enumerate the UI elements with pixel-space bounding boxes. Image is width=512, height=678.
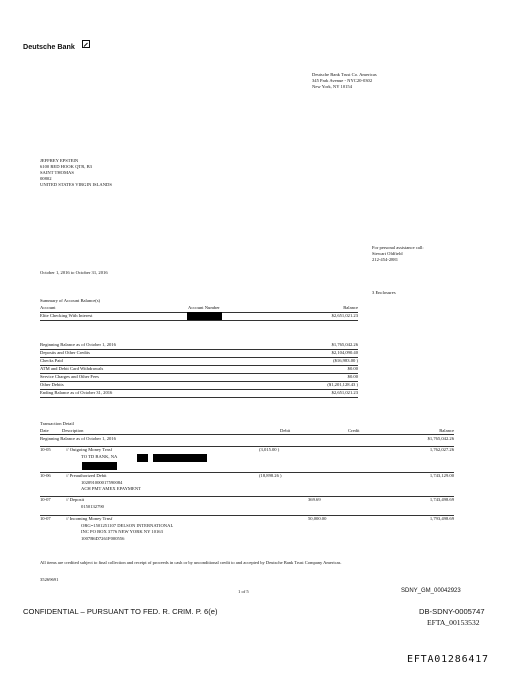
transaction-date: 10-07 — [40, 516, 51, 521]
transaction-debit: (18,898.26 ) — [259, 473, 282, 478]
summary-rule-bottom — [40, 320, 358, 321]
sdny-stamp: SDNY_GM_00042923 — [401, 588, 461, 594]
balance-value: $0.00 — [347, 366, 358, 371]
balance-value: $2,651,021.23 — [331, 390, 358, 395]
transaction-description: 102091000017590084 — [81, 479, 123, 485]
transaction-balance: 1,762,027.26 — [429, 447, 454, 452]
redaction-box — [137, 454, 148, 462]
balance-value: ($16,983.00 ) — [333, 358, 358, 363]
page-number: 1 of 5 — [238, 589, 249, 594]
bank-logo-icon — [82, 40, 90, 48]
redaction-box — [153, 454, 207, 462]
balance-rule — [40, 373, 358, 374]
transaction-row — [40, 473, 454, 491]
transaction-rule — [40, 496, 454, 497]
balance-label: ATM and Debit Card Withdrawals — [40, 366, 104, 371]
balance-row — [40, 374, 358, 380]
balance-rule — [40, 381, 358, 382]
transaction-debit: (3,015.00 ) — [259, 447, 280, 452]
balance-row — [40, 390, 358, 396]
transaction-description: ACH PMT AMEX EPAYMENT — [81, 486, 141, 491]
transaction-credit: 369.69 — [308, 497, 321, 502]
summary-account-row: Elite Checking With Interest $2,651,021.23 — [40, 313, 358, 318]
transaction-credit: 50,000.00 — [308, 516, 327, 521]
transaction-description: ORG=1501251107 DELSON INTERNATIONAL — [81, 522, 174, 528]
balance-rule — [40, 357, 358, 358]
confidential-notice: CONFIDENTIAL – PURSUANT TO FED. R. CRIM. P. 6(e) — [23, 607, 218, 616]
balance-row — [40, 366, 358, 372]
transaction-description: // Outgoing Money Trnsf — [66, 447, 113, 452]
balance-label: Checks Paid — [40, 358, 63, 363]
balance-row — [40, 350, 358, 356]
transaction-description: // Incoming Money Trnsf — [66, 516, 113, 521]
transactions-rule — [40, 434, 454, 435]
transactions-header: Date Description Debit Credit Balance — [40, 428, 454, 433]
transaction-balance: 1,793,498.69 — [429, 516, 454, 521]
transaction-description: TO TD BANK, NA — [81, 453, 118, 459]
transaction-date: 10-05 — [40, 447, 51, 452]
transaction-description: 0150132790 — [81, 503, 104, 509]
balance-value: $2,104,090.40 — [331, 350, 358, 355]
summary-title: Summary of Account Balance(s) — [40, 298, 101, 303]
transaction-description: // Preauthorized Debit — [66, 473, 107, 478]
balance-rule — [40, 349, 358, 350]
enclosures: 3 Enclosures — [372, 290, 396, 295]
transaction-row — [40, 516, 454, 540]
transaction-rule — [40, 515, 454, 516]
redaction-box — [82, 462, 117, 470]
assistance-contact: For personal assistance call: Stewart Oldfield 212-454-2881 — [372, 245, 424, 262]
balance-label: Deposits and Other Credits — [40, 350, 90, 355]
transaction-description: // Deposit — [66, 497, 84, 502]
transaction-rule — [40, 472, 454, 473]
transaction-balance: 1,743,129.00 — [429, 473, 454, 478]
transaction-rule — [40, 446, 454, 447]
balance-rule — [40, 365, 358, 366]
balance-value: ($1,201,128.43 ) — [327, 382, 358, 387]
balance-row — [40, 382, 358, 388]
balance-rule — [40, 389, 358, 390]
transactions-beginning-row: Beginning Balance as of October 1, 2016 $1,765,042.26 — [40, 436, 454, 441]
efta-page-stamp: EFTA01286417 — [407, 654, 489, 665]
transaction-balance: 1,743,498.69 — [429, 497, 454, 502]
balance-label: Other Debits — [40, 382, 64, 387]
bank-logo-text: Deutsche Bank — [23, 42, 75, 51]
balance-row — [40, 358, 358, 364]
transaction-row — [40, 497, 454, 509]
efta-number: EFTA_00153532 — [427, 618, 480, 627]
bank-address: Deutsche Bank Trust Co. Americas 345 Park Avenue - NYC20-0302 New York, NY 10154 — [312, 72, 377, 89]
balance-label: Ending Balance as of October 31, 2016 — [40, 390, 113, 395]
transaction-date: 10-07 — [40, 497, 51, 502]
balance-label: Beginning Balance as of October 1, 2016 — [40, 342, 116, 347]
db-bates-number: DB-SDNY-0005747 — [419, 607, 485, 616]
footer-code: 35269691 — [40, 577, 59, 582]
balance-label: Service Charges and Other Fees — [40, 374, 99, 379]
statement-period: October 1, 2016 to October 31, 2016 — [40, 270, 108, 275]
balance-rule — [40, 397, 358, 398]
balance-value: $1,765,042.26 — [331, 342, 358, 347]
transaction-row — [40, 447, 454, 459]
transaction-date: 10-06 — [40, 473, 51, 478]
balance-value: $0.00 — [347, 374, 358, 379]
transaction-description: 1007B6D7261F000556 — [81, 535, 125, 541]
balance-row — [40, 342, 358, 348]
footer-note: All items are credited subject to final collection and receipt of proceeds in cash or by unconditional credit to and accepted by Deutsche Bank Trust Company Americas. — [40, 560, 342, 565]
transactions-title: Transaction Detail — [40, 421, 74, 426]
transaction-description: INC PO BOX 3776 NEW YORK NY 10163 — [81, 529, 163, 534]
customer-address: JEFFREY EPSTEIN 6100 RED HOOK QTR, B3 SAINT THOMAS 00802 UNITED STATES VIRGIN ISLANDS — [40, 158, 112, 187]
summary-header: Account Account Number Balance — [40, 305, 358, 310]
